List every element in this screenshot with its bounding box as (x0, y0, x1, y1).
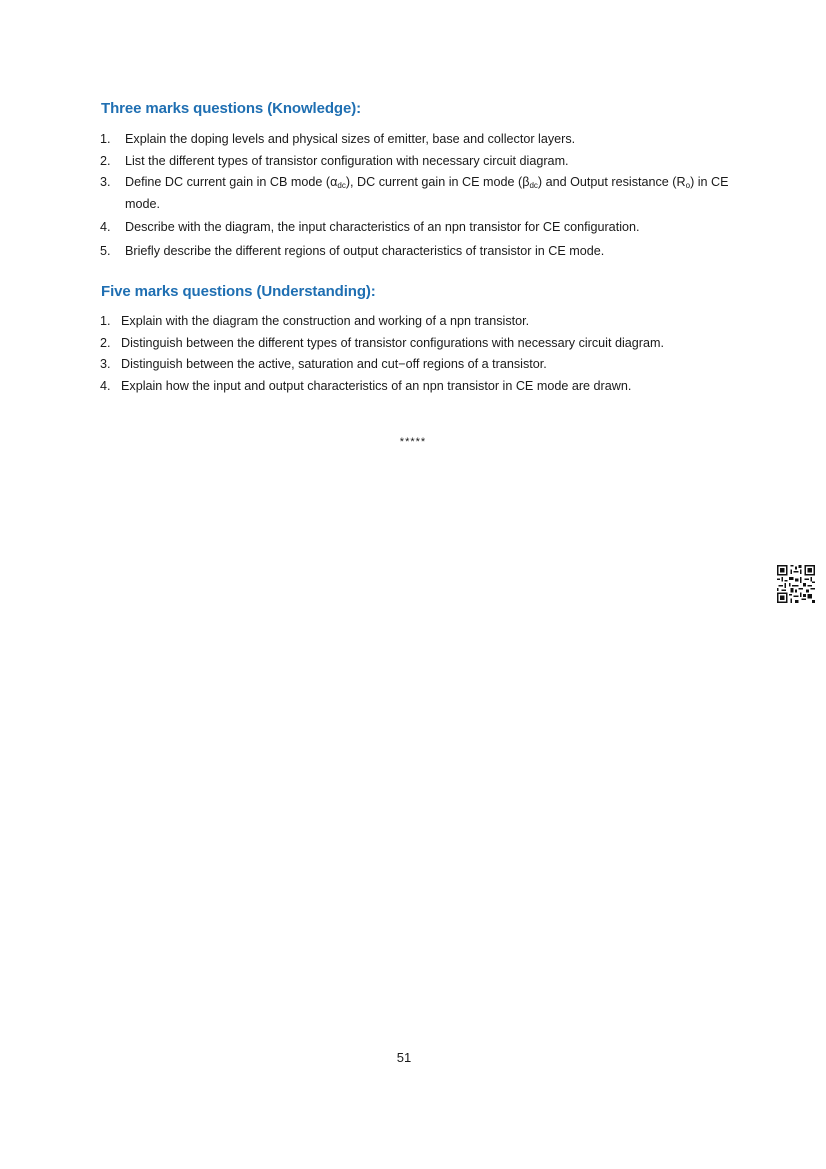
qr-code-icon (777, 565, 815, 603)
heading-knowledge: Three marks questions (Knowledge): (101, 100, 361, 117)
question-number: 4. (100, 378, 111, 393)
question-text: Distinguish between the different types of transistor configurations with necessary circuit diagram. (121, 335, 664, 350)
question-number: 1. (100, 132, 111, 146)
question-text: Briefly describe the different regions of output characteristics of transistor in CE mode. (125, 243, 605, 258)
question-text: Explain with the diagram the construction and working of a npn transistor. (121, 314, 530, 328)
question-text-part: ) and Output resistance (R (537, 175, 686, 189)
question-text-part: ), DC current gain in CE mode ( (345, 175, 523, 189)
question-text: Distinguish between the active, saturation and cut−off regions of a transistor. (121, 357, 547, 371)
section-divider: ***** (399, 436, 427, 448)
understanding-question-1 (100, 311, 700, 333)
beta-subscript: dc (529, 181, 538, 190)
question-number: 3. (100, 175, 111, 189)
resistance-subscript: o (685, 181, 691, 190)
alpha-subscript: dc (337, 181, 346, 190)
knowledge-question-4 (100, 217, 730, 239)
page-number: 51 (396, 1050, 412, 1065)
knowledge-question-5 (100, 241, 730, 263)
understanding-question-2 (100, 333, 700, 355)
knowledge-question-2 (100, 151, 730, 173)
question-number: 4. (100, 220, 111, 234)
question-number: 2. (100, 335, 111, 350)
understanding-question-list (100, 311, 700, 397)
heading-understanding: Five marks questions (Understanding): (101, 283, 376, 300)
beta-symbol: β (522, 175, 530, 189)
knowledge-question-1 (100, 129, 730, 151)
question-text: List the different types of transistor configuration with necessary circuit diagram. (125, 153, 569, 168)
knowledge-question-list (100, 129, 730, 262)
question-text-part: ) in CE mode. (125, 175, 729, 211)
question-text: Describe with the diagram, the input characteristics of an npn transistor for CE configuration. (125, 220, 640, 234)
alpha-symbol: α (330, 175, 338, 189)
question-number: 5. (100, 243, 111, 258)
question-number: 1. (100, 314, 111, 328)
knowledge-question-3 (100, 172, 730, 215)
question-text: Explain how the input and output characteristics of an npn transistor in CE mode are drawn. (121, 378, 632, 393)
question-text: Explain the doping levels and physical sizes of emitter, base and collector layers. (125, 132, 576, 146)
question-number: 2. (100, 153, 111, 168)
question-number: 3. (100, 357, 111, 371)
understanding-question-4 (100, 376, 700, 398)
question-text-part: Define DC current gain in CB mode ( (125, 175, 331, 189)
understanding-question-3 (100, 354, 700, 376)
question-text (100, 172, 730, 215)
